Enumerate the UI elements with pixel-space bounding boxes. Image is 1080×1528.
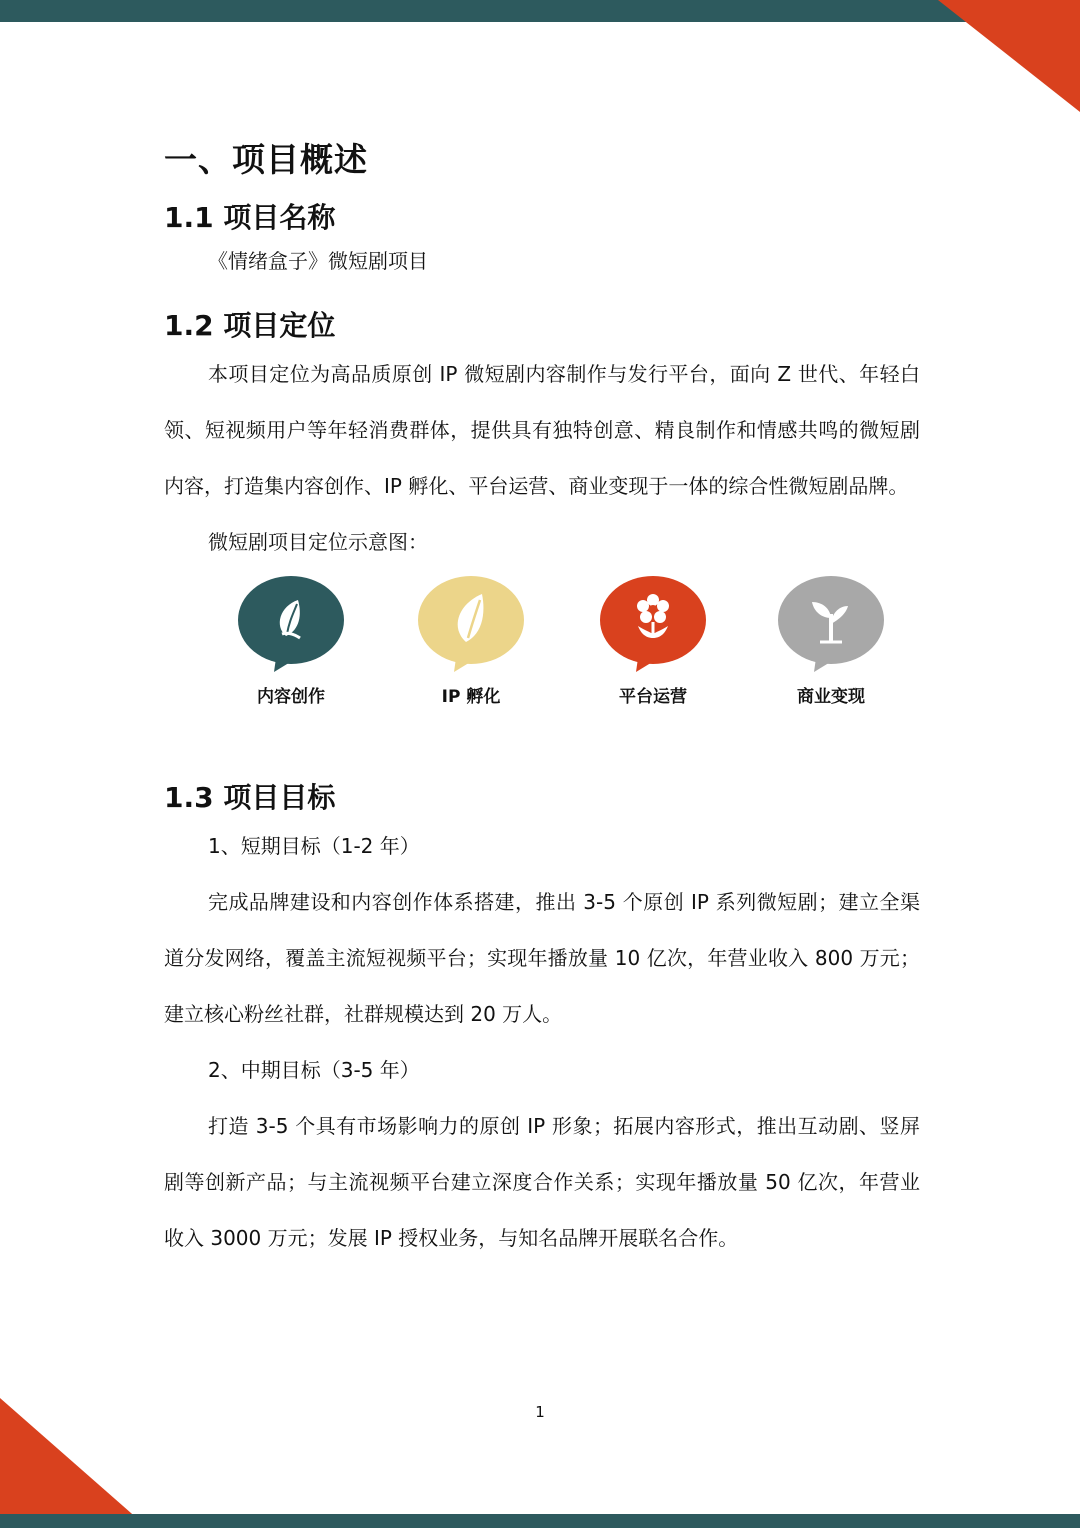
document-body xyxy=(164,138,920,1266)
diagram-item-monetization xyxy=(766,574,896,708)
goal-short-term-text: 完成品牌建设和内容创作体系搭建，推出 3-5 个原创 IP 系列微短剧；建立全渠道分发网络，覆盖主流短视频平台；实现年播放量 10 亿次，年营业收入 800 万元；建立核心粉丝社群，社群规模达到 20 万人。 xyxy=(164,890,920,1026)
subsection-heading-positioning: 1.2 项目定位 xyxy=(164,309,336,342)
diagram-item-ip-incubation xyxy=(406,574,536,708)
page-number: 1 xyxy=(535,1403,545,1421)
flower-icon xyxy=(598,574,708,674)
positioning-paragraph: 本项目定位为高品质原创 IP 微短剧内容制作与发行平台，面向 Z 世代、年轻白领、短视频用户等年轻消费群体，提供具有独特创意、精良制作和情感共鸣的微短剧内容，打造集内容创作、IP 孵化、平台运营、商业变现于一体的综合性微短剧品牌。 xyxy=(164,362,920,498)
goal-mid-term-title: 2、中期目标（3-5 年） xyxy=(208,1058,420,1082)
top-right-corner-triangle xyxy=(938,0,1080,112)
diagram-item-platform-operation xyxy=(588,574,718,708)
goal-mid-term-text: 打造 3-5 个具有市场影响力的原创 IP 形象；拓展内容形式，推出互动剧、竖屏剧等创新产品；与主流视频平台建立深度合作关系；实现年播放量 50 亿次，年营业收入 3000 万元；发展 IP 授权业务，与知名品牌开展联名合作。 xyxy=(164,1114,920,1250)
positioning-diagram xyxy=(164,574,920,760)
section-heading: 一、项目概述 xyxy=(164,140,368,179)
bottom-left-corner-triangle xyxy=(0,1398,148,1528)
top-decor-bar xyxy=(0,0,1080,22)
diagram-item-content-creation xyxy=(226,574,356,708)
subsection-heading-goals: 1.3 项目目标 xyxy=(164,781,336,814)
leaf-icon xyxy=(236,574,346,674)
goal-short-term-title: 1、短期目标（1-2 年） xyxy=(208,834,420,858)
diagram-label: 内容创作 xyxy=(257,687,325,707)
diagram-caption: 微短剧项目定位示意图： xyxy=(208,530,428,554)
bottom-decor-bar xyxy=(0,1514,1080,1528)
diagram-label: IP 孵化 xyxy=(441,687,501,707)
project-name-text: 《情绪盒子》微短剧项目 xyxy=(208,249,428,273)
sprout-icon xyxy=(776,574,886,674)
diagram-label: 平台运营 xyxy=(619,687,687,707)
subsection-heading-name: 1.1 项目名称 xyxy=(164,201,336,234)
leaf-icon xyxy=(416,574,526,674)
diagram-label: 商业变现 xyxy=(797,687,865,707)
